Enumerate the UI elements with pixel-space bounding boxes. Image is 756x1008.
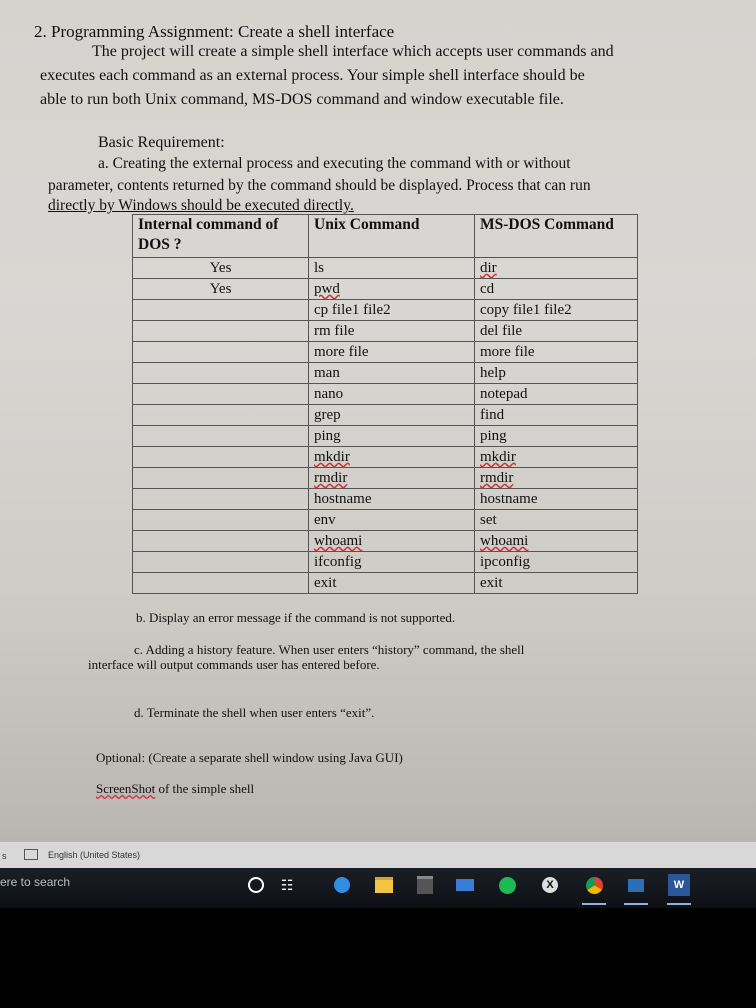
cell-unix-text: ping [314,428,341,444]
cell-msdos-text: notepad [480,386,528,402]
cell-msdos-text: ipconfig [480,554,530,570]
table-body [133,258,638,594]
cell-msdos [475,342,638,363]
table-row [133,363,638,384]
cell-msdos-text: dir [480,260,497,276]
command-table [132,214,638,594]
cell-internal [133,447,309,468]
requirement-a-line-2: parameter, contents returned by the command should be displayed. Process that can run [48,177,591,194]
header-msdos: MS-DOS Command [475,215,638,258]
cell-unix [309,426,475,447]
cell-msdos-text: whoami [480,533,529,549]
cell-unix-text: cp file1 file2 [314,302,391,318]
cell-unix-text: exit [314,575,337,591]
table-row [133,573,638,594]
cell-unix [309,279,475,300]
assignment-heading: 2. Programming Assignment: Create a shell interface [34,22,395,41]
cell-msdos [475,552,638,573]
photos-active-indicator [624,903,648,905]
mail-icon[interactable] [453,873,477,897]
cell-unix [309,531,475,552]
cell-unix [309,573,475,594]
table-row [133,258,638,279]
cell-unix [309,468,475,489]
cell-unix-text: man [314,365,340,381]
cell-msdos [475,531,638,552]
cell-unix-text: ls [314,260,325,276]
cell-msdos [475,426,638,447]
header-unix: Unix Command [309,215,475,258]
table-row [133,552,638,573]
table-row [133,531,638,552]
cortana-icon[interactable] [244,873,268,897]
requirement-b: b. Display an error message if the command is not supported. [136,610,456,625]
xbox-icon[interactable] [538,873,562,897]
header-internal-dos [133,215,309,258]
cell-internal [133,573,309,594]
table-row [133,468,638,489]
cell-msdos-text: mkdir [480,449,516,465]
requirement-d: d. Terminate the shell when user enters “exit”. [134,705,375,720]
cell-msdos [475,468,638,489]
cell-msdos [475,363,638,384]
cell-unix-text: more file [314,344,369,360]
requirement-a-line-3 [48,197,354,215]
file-explorer-icon[interactable] [372,873,396,897]
cell-unix-text: rmdir [314,470,348,486]
taskbar-search-box[interactable]: ere to search [0,875,71,889]
cell-internal [133,531,309,552]
cell-unix [309,489,475,510]
cell-msdos [475,300,638,321]
intro-line-2: executes each command as an external process. Your simple shell interface should be [40,67,585,84]
cell-msdos [475,573,638,594]
cell-unix [309,300,475,321]
xbox-icon-letter: X [542,877,558,893]
intro-line-3: able to run both Unix command, MS-DOS command and window executable file. [40,91,564,108]
table-row [133,300,638,321]
cell-unix-text: mkdir [314,449,350,465]
table-row [133,405,638,426]
header-internal-dos-text: Internal command of DOS ? [138,216,279,253]
cell-unix [309,552,475,573]
cell-msdos-text: rmdir [480,470,514,486]
cell-internal [133,363,309,384]
cell-internal [133,552,309,573]
cell-unix [309,342,475,363]
requirement-c-line-2: interface will output commands user has entered before. [88,657,380,672]
cell-msdos-text: cd [480,281,495,297]
cell-msdos [475,405,638,426]
cell-unix-text: whoami [314,533,363,549]
word-icon[interactable] [667,873,691,897]
basic-requirement-label: Basic Requirement: [98,134,225,151]
cell-msdos-text: exit [480,575,503,591]
cell-msdos [475,489,638,510]
cell-internal [133,489,309,510]
cell-unix-text: grep [314,407,341,423]
cell-unix-text: hostname [314,491,372,507]
cell-msdos-text: set [480,512,497,528]
table-row [133,321,638,342]
table-row [133,342,638,363]
word-active-indicator [667,903,691,905]
cell-unix-text: pwd [314,281,340,297]
store-icon[interactable] [413,873,437,897]
cell-unix-text: env [314,512,336,528]
cell-msdos [475,384,638,405]
language-status[interactable]: English (United States) [48,850,141,860]
table-row [133,279,638,300]
screenshot-line [96,781,254,797]
table-row [133,510,638,531]
chrome-active-indicator [582,903,606,905]
cell-unix [309,510,475,531]
cell-msdos [475,321,638,342]
desk-background [0,908,756,1008]
table-row [133,447,638,468]
table-row [133,384,638,405]
cell-msdos-text: help [480,365,506,381]
cell-internal [133,321,309,342]
cell-unix [309,447,475,468]
cell-msdos-text: more file [480,344,535,360]
cell-unix-text: nano [314,386,344,402]
requirement-a-line-3-text: directly by Windows should be executed directly. [48,197,354,214]
optional-note: Optional: (Create a separate shell window using Java GUI) [96,750,403,765]
word-icon-letter: W [668,874,690,896]
cell-internal-text: Yes [209,260,232,276]
table-header-row [133,215,638,258]
intro-line-1: The project will create a simple shell interface which accepts user commands and [92,43,614,60]
cell-msdos-text: hostname [480,491,538,507]
cell-unix-text: rm file [314,323,355,339]
screenshot-rest: of the simple shell [155,781,255,796]
cell-internal [133,279,309,300]
chrome-icon[interactable] [582,873,606,897]
table-row [133,489,638,510]
cell-internal [133,300,309,321]
screenshot-link: ScreenShot [96,781,156,796]
requirement-c-line-1: c. Adding a history feature. When user enters “history” command, the shell [134,642,525,657]
table-row [133,426,638,447]
cell-unix [309,321,475,342]
requirement-a-line-1: a. Creating the external process and executing the command with or without [98,155,571,172]
cell-internal [133,342,309,363]
language-bar [0,842,756,868]
cell-msdos [475,258,638,279]
cell-unix [309,258,475,279]
language-bar-prefix: s [2,851,7,861]
cell-internal [133,468,309,489]
task-view-icon[interactable]: ☷ [280,876,294,893]
cell-unix [309,384,475,405]
cell-msdos-text: del file [480,323,523,339]
cell-internal [133,426,309,447]
cell-unix-text: ifconfig [314,554,362,570]
cell-msdos-text: ping [480,428,507,444]
cell-internal [133,384,309,405]
cell-internal [133,405,309,426]
cell-internal-text: Yes [209,281,232,297]
cell-internal [133,258,309,279]
cell-msdos [475,279,638,300]
taskbar [0,868,756,908]
cell-unix [309,363,475,384]
cell-msdos [475,510,638,531]
photos-icon[interactable] [624,873,648,897]
cell-msdos [475,447,638,468]
edge-browser-icon[interactable] [330,873,354,897]
cell-msdos-text: find [480,407,505,423]
cell-internal [133,510,309,531]
cell-msdos-text: copy file1 file2 [480,302,572,318]
language-icon[interactable] [24,849,38,860]
cell-unix [309,405,475,426]
spotify-icon[interactable] [495,873,519,897]
